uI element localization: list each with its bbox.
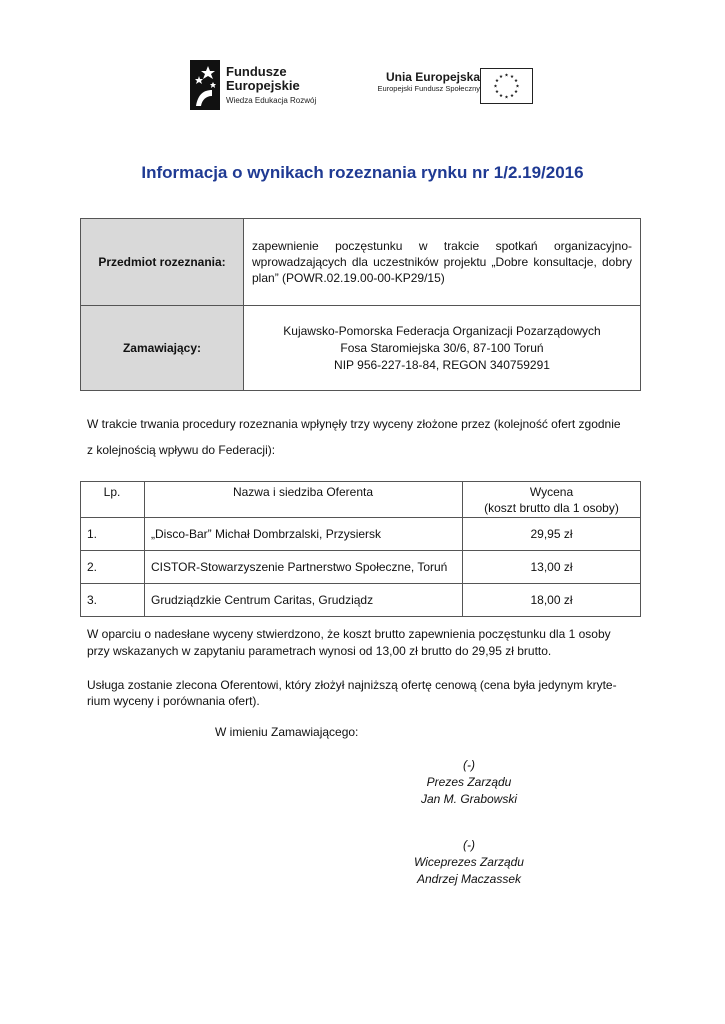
conclusion-p1-line2: przy wskazanych w zapytaniu parametrach wynosi od 13,00 zł brutto do 29,95 zł brutto. bbox=[87, 644, 552, 658]
offer-price: 13,00 zł bbox=[463, 551, 641, 584]
conclusion-p1-line1: W oparciu o nadesłane wyceny stwierdzono, że koszt brutto zapewnienia poczęstunku dla 1 osoby bbox=[87, 627, 611, 641]
conclusion-p2-line1: Usługa zostanie zlecona Oferentowi, który złożył najniższą ofertę cenową (cena była jedynym kryte- bbox=[87, 678, 617, 692]
offers-header-row bbox=[81, 482, 641, 518]
client-tax-ids: NIP 956-227-18-84, REGON 340759291 bbox=[334, 357, 550, 372]
header-price bbox=[463, 482, 641, 518]
eu-flag-star bbox=[514, 90, 517, 93]
offer-lp: 1. bbox=[81, 518, 145, 551]
on-behalf-label: W imieniu Zamawiającego: bbox=[215, 725, 359, 739]
signature-name: Andrzej Maczassek bbox=[416, 872, 522, 886]
funds-logo-mark bbox=[190, 60, 220, 110]
eu-flag-star bbox=[495, 79, 498, 82]
signature-role: Prezes Zarządu bbox=[426, 775, 512, 789]
signature-mark: (-) bbox=[463, 758, 475, 772]
subject-row bbox=[81, 219, 641, 306]
funds-logo-line2: Europejskie bbox=[226, 78, 300, 93]
table-row bbox=[81, 551, 641, 584]
table-row bbox=[81, 584, 641, 617]
eu-flag-star bbox=[499, 94, 502, 97]
document-title: Informacja o wynikach rozeznania rynku nr 1/2.19/2016 bbox=[141, 163, 584, 182]
eu-flag-icon bbox=[480, 68, 533, 104]
eu-logo-text bbox=[370, 70, 480, 100]
offer-name: CISTOR-Stowarzyszenie Partnerstwo Społeczne, Toruń bbox=[145, 551, 463, 584]
client-value bbox=[244, 306, 641, 391]
intro-line-2: z kolejnością wpływu do Federacji): bbox=[87, 443, 276, 457]
client-label: Zamawiający: bbox=[81, 306, 244, 391]
subject-label: Przedmiot rozeznania: bbox=[81, 219, 244, 306]
offer-name: Grudziądzkie Centrum Caritas, Grudziądz bbox=[145, 584, 463, 617]
eu-flag-star bbox=[499, 75, 502, 78]
header-price-line1: Wycena bbox=[529, 485, 574, 499]
client-address: Fosa Staromiejska 30/6, 87-100 Toruń bbox=[340, 340, 544, 355]
subject-value: zapewnienie poczęstunku w trakcie spotkań organizacyjno-wprowadzających dla uczestników projektu „Dobre konsultacje, dobry plan” (POWR.02.19.00-00-KP29/15) bbox=[244, 219, 641, 306]
intro-line-1: W trakcie trwania procedury rozeznania wpłynęły trzy wyceny złożone przez (kolejność ofert zgodnie bbox=[87, 417, 621, 431]
offer-name: „Disco-Bar” Michał Dombrzalski, Przysiersk bbox=[145, 518, 463, 551]
signature-mark: (-) bbox=[463, 838, 475, 852]
eu-flag-star bbox=[505, 95, 508, 98]
offer-lp: 2. bbox=[81, 551, 145, 584]
funds-logo-line1: Fundusze bbox=[226, 64, 287, 79]
funds-logo-tagline: Wiedza Edukacja Rozwój bbox=[226, 96, 317, 105]
eu-flag-star bbox=[505, 73, 508, 76]
offers-table bbox=[80, 481, 641, 617]
offer-price: 18,00 zł bbox=[463, 584, 641, 617]
header-lp: Lp. bbox=[81, 482, 145, 518]
signature-block-vice-president bbox=[369, 837, 569, 888]
info-table bbox=[80, 218, 641, 391]
eu-flag-star bbox=[516, 84, 519, 87]
signature-role: Wiceprezes Zarządu bbox=[414, 855, 524, 869]
offer-price: 29,95 zł bbox=[463, 518, 641, 551]
eu-flag-star bbox=[495, 90, 498, 93]
conclusion-p2-line2: rium wyceny i porównania ofert). bbox=[87, 694, 260, 708]
eu-logo-line2: Europejski Fundusz Społeczny bbox=[377, 84, 480, 93]
table-row bbox=[81, 518, 641, 551]
funds-logo bbox=[190, 60, 325, 115]
eu-flag-star bbox=[510, 75, 513, 78]
offer-lp: 3. bbox=[81, 584, 145, 617]
client-name: Kujawsko-Pomorska Federacja Organizacji Pozarządowych bbox=[283, 323, 601, 338]
eu-flag-star bbox=[494, 84, 497, 87]
eu-flag-star bbox=[510, 94, 513, 97]
header-price-line2: (koszt brutto dla 1 osoby) bbox=[484, 501, 619, 515]
signature-block-president bbox=[369, 757, 569, 808]
eu-flag-star bbox=[514, 79, 517, 82]
eu-logo-line1: Unia Europejska bbox=[385, 70, 480, 84]
signature-name: Jan M. Grabowski bbox=[420, 792, 518, 806]
client-row bbox=[81, 306, 641, 391]
header-name: Nazwa i siedziba Oferenta bbox=[145, 482, 463, 518]
